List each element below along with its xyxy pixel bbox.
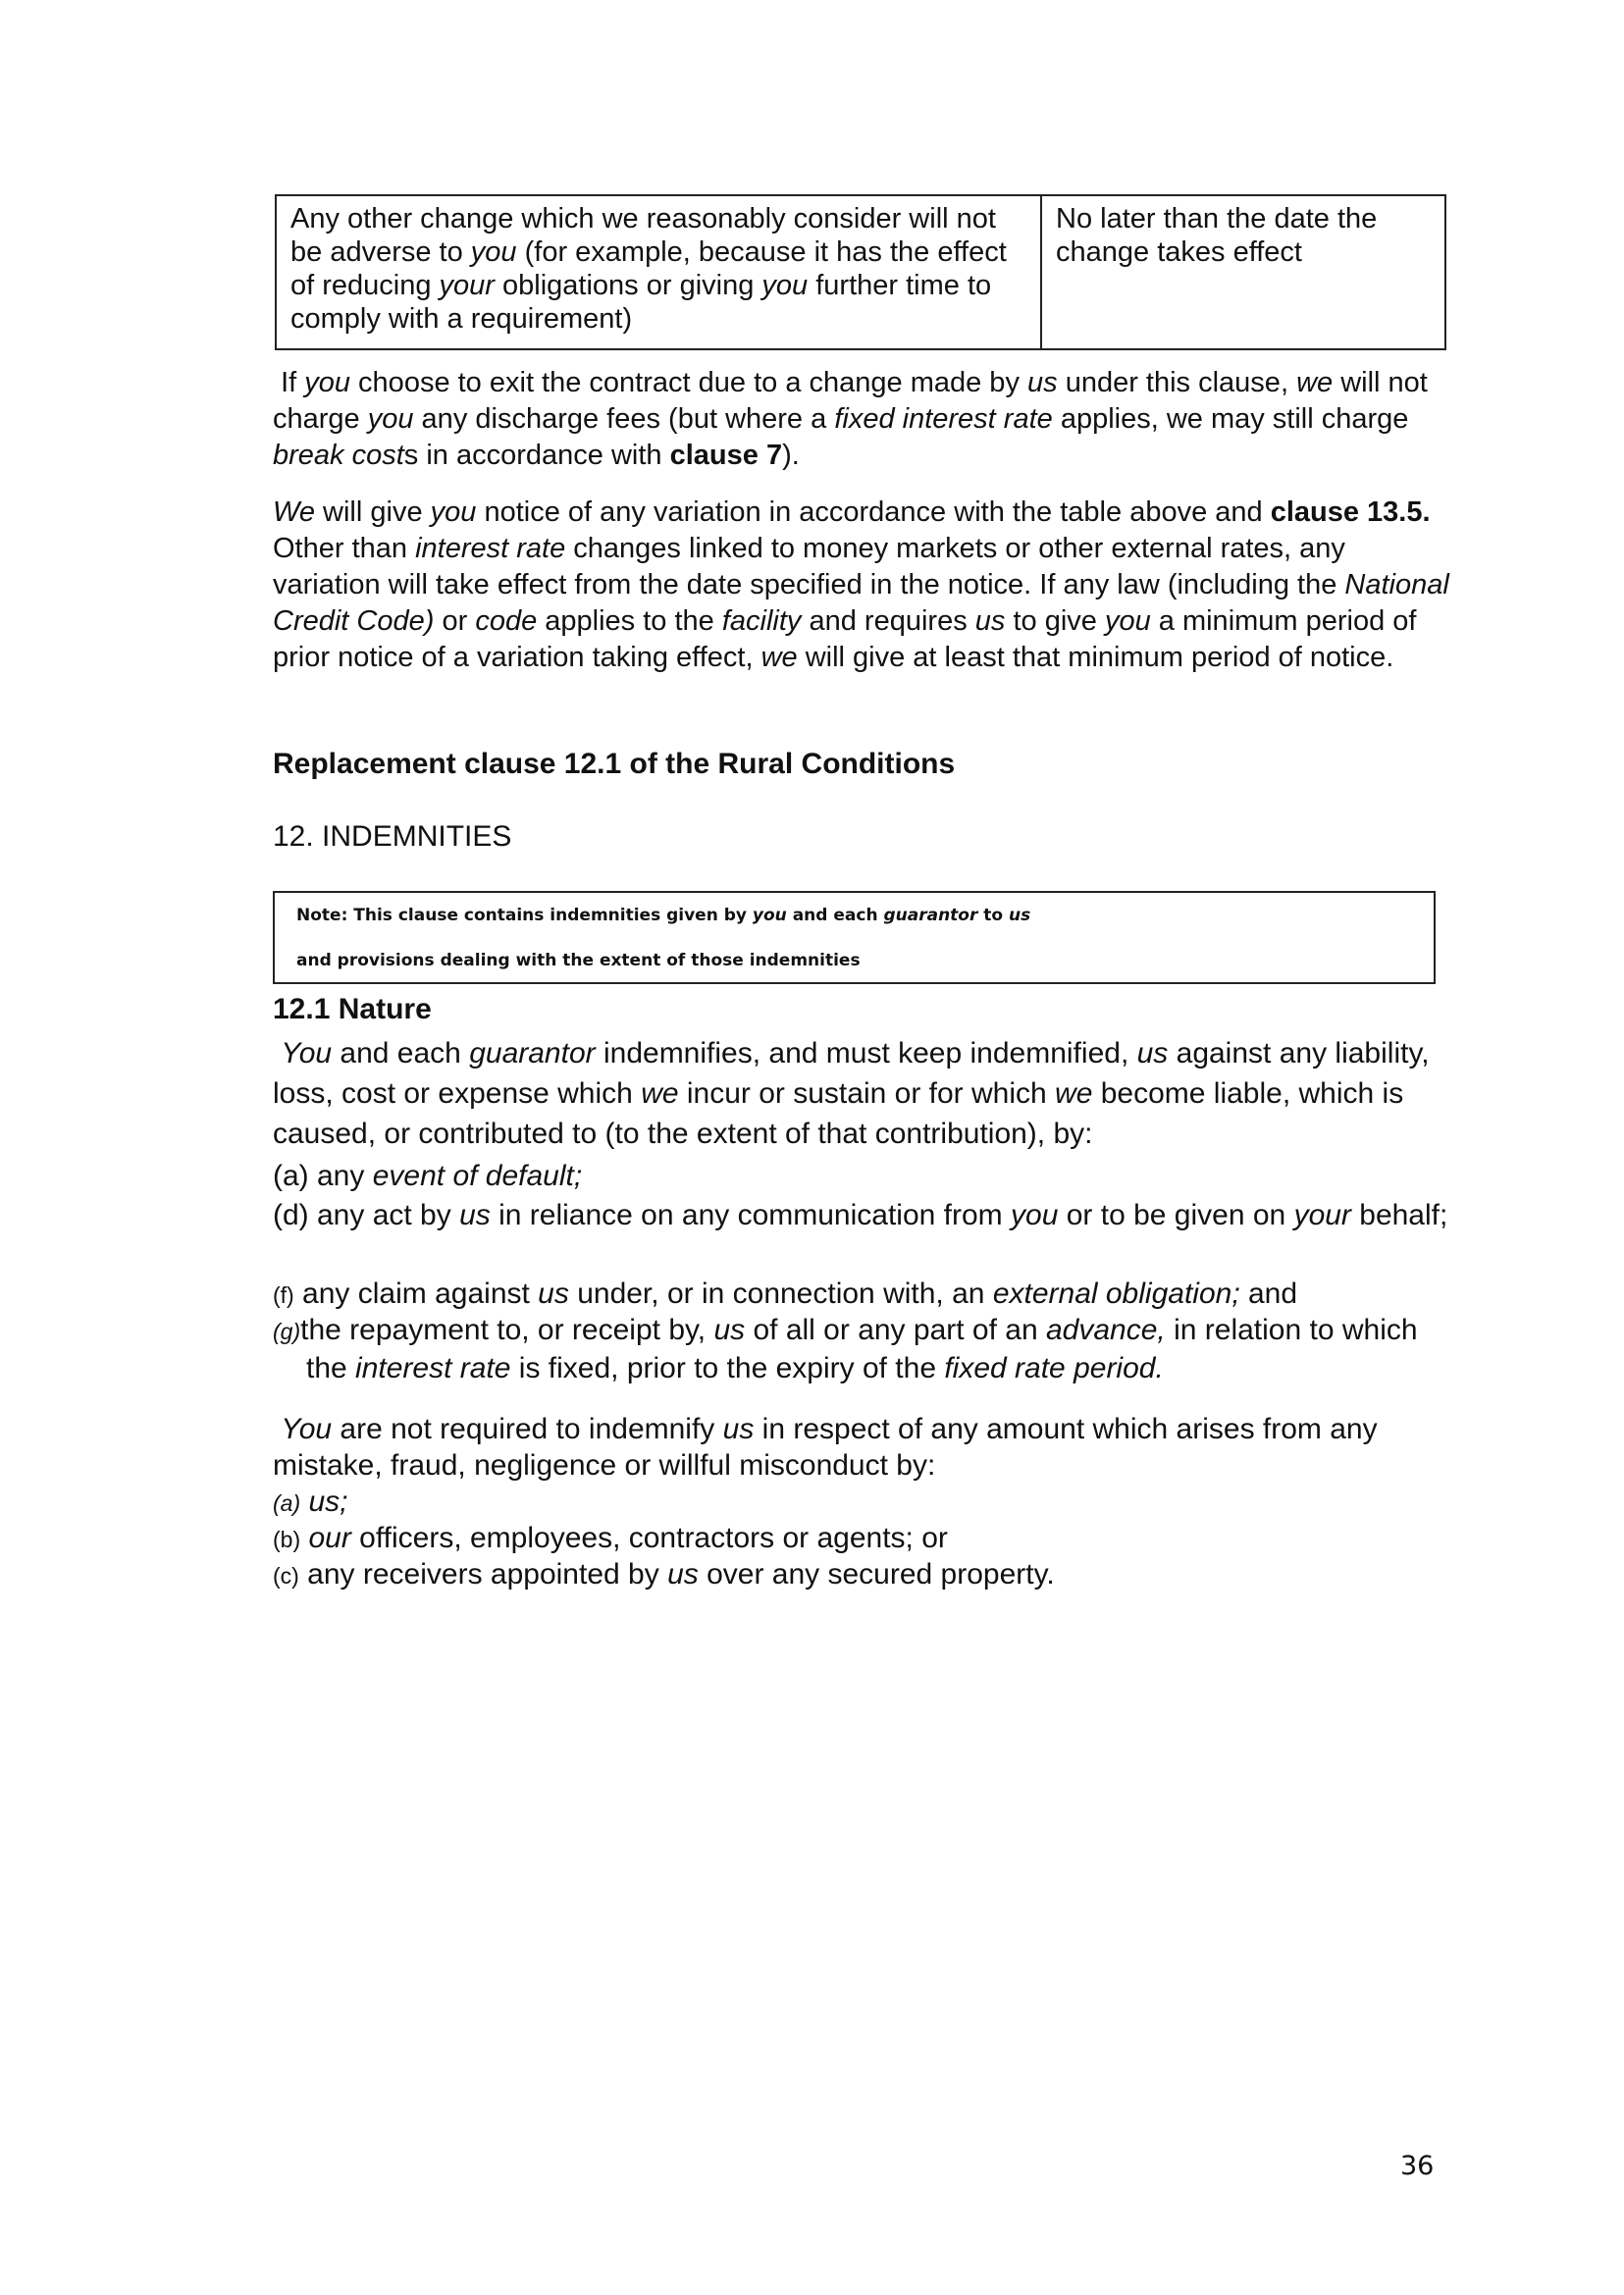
nature-paragraph: You and each guarantor indemnifies, and must keep indemnified, us against any liability, loss, cost or expense which we incur or sustain or for which we become liable, which is caused, or contributed to (to the extent of that contribution), by: (273, 1037, 1430, 1150)
table-row (276, 195, 1445, 349)
item-g: (g)the repayment to, or receipt by, us of all or any part of an advance, in relation to which the interest rate is fixed, prior to the expiry of the fixed rate period. (273, 1314, 1418, 1384)
replacement-heading: Replacement clause 12.1 of the Rural Conditions (273, 748, 956, 780)
note-line-1: Note: This clause contains indemnities given by you and each guarantor to us (296, 906, 1031, 925)
page-number: 36 (1400, 2151, 1435, 2181)
table-cell-change: Any other change which we reasonably consider will not be adverse to you (for example, because it has the effect of reducing your obligations or giving you further time to comply with a requirement) (276, 195, 1041, 349)
variation-notice-paragraph: We will give you notice of any variation in accordance with the table above and clause 13.5. Other than interest rate changes linked to money markets or other external rates, any variation will take effect from the date specified in the notice. If any law (including the National Credit Code) or code applies to the facility and requires us to give you a minimum period of prior notice of a variation taking effect, we will give at least that minimum period of notice. (273, 496, 1449, 673)
exclusion-paragraph: You are not required to indemnify us in respect of any amount which arises from any mistake, fraud, negligence or willful misconduct by: (273, 1413, 1378, 1482)
table-cell-notice: No later than the date the change takes effect (1041, 195, 1445, 349)
note-box (273, 891, 1436, 984)
item-a: (a) any event of default; (273, 1160, 583, 1192)
nature-heading: 12.1 Nature (273, 993, 432, 1025)
item-d: (d) any act by us in reliance on any communication from you or to be given on your behalf; (273, 1199, 1448, 1231)
indemnities-heading: 12. INDEMNITIES (273, 820, 512, 853)
item-f: (f) any claim against us under, or in connection with, an external obligation; and (273, 1278, 1298, 1310)
exclusion-item-a: (a) us; (273, 1486, 348, 1518)
exit-contract-paragraph: If you choose to exit the contract due to a change made by us under this clause, we will not charge you any discharge fees (but where a fixed interest rate applies, we may still charge break costs in accordance with clause 7). (273, 367, 1428, 471)
note-line-2: and provisions dealing with the extent of those indemnities (296, 951, 861, 970)
variation-table (275, 194, 1446, 350)
exclusion-item-b: (b) our officers, employees, contractors or agents; or (273, 1522, 948, 1554)
exclusion-item-c: (c) any receivers appointed by us over any secured property. (273, 1558, 1055, 1591)
